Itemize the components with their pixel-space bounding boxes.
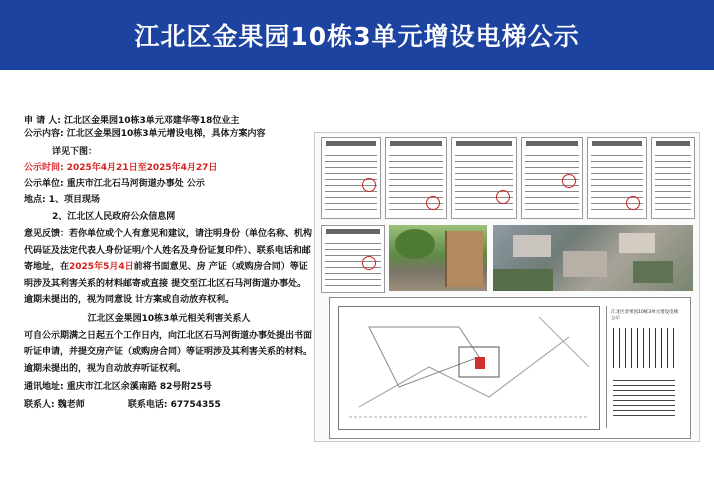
aerial-photo bbox=[493, 225, 693, 291]
details-note: 详见下图： bbox=[52, 147, 98, 157]
scanned-document bbox=[587, 137, 647, 219]
applicant-row: 申 请 人: 江北区金果园10栋3单元邓建华等18位业主 bbox=[24, 116, 240, 126]
period: 2025年4月21日至2025年4月27日 bbox=[66, 163, 218, 173]
contact-row: 联系人: 魏老师 联系电话: 67754355 bbox=[24, 400, 221, 410]
notice-text bbox=[24, 115, 314, 412]
unit-row: 公示单位: 重庆市江北石马河街道办事处 公示 bbox=[24, 179, 205, 189]
content: 江北区金果园10栋3单元增设电梯，具体方案内容 bbox=[66, 129, 266, 139]
site-photo bbox=[389, 225, 487, 291]
contact: 魏老师 bbox=[57, 400, 85, 410]
scanned-document bbox=[451, 137, 517, 219]
phone: 67754355 bbox=[170, 400, 221, 410]
party-paragraph: 可自公示期满之日起五个工作日内，向江北区石马河街道办事处提出书面听证申请，并提交房产证（或购房合同）等证明涉及其利害关系的材料。逾期未提出的，视为自动放弃听证权利。 bbox=[24, 330, 313, 374]
site-plan-drawing bbox=[329, 297, 691, 439]
period-row: 公示时间: 2025年4月21日至2025年4月27日 bbox=[24, 163, 218, 173]
plan-title: 江北区金果园10栋3单元增设电梯公示 bbox=[611, 310, 679, 321]
scanned-document bbox=[321, 225, 385, 293]
place-2: 2、江北区人民政府公众信息网 bbox=[52, 212, 176, 222]
feedback-deadline: 2025年5月4日 bbox=[69, 262, 134, 272]
address: 重庆市江北区余溪南路 82号附25号 bbox=[66, 382, 212, 392]
scanned-document bbox=[651, 137, 695, 219]
attachment-panel bbox=[314, 132, 700, 442]
address-row: 通讯地址: 重庆市江北区余溪南路 82号附25号 bbox=[24, 382, 212, 392]
scanned-document bbox=[385, 137, 447, 219]
place-1: 1、项目现场 bbox=[48, 195, 101, 205]
content-row: 公示内容: 江北区金果园10栋3单元增设电梯，具体方案内容 bbox=[24, 129, 266, 139]
place-row: 地点: 1、项目现场 bbox=[24, 195, 101, 205]
scanned-document bbox=[321, 137, 381, 219]
unit: 重庆市江北石马河街道办事处 公示 bbox=[66, 179, 205, 189]
feedback-paragraph: 意见反馈：若你单位或个人有意见和建议，请注明身份（单位名称、机构代码证及法定代表人身份证明/个人姓名及身份证复印件）、联系电话和邮寄地址，在2025年5月4日前将书面意见、房 产证（或购房合同）等证明涉及其利害关系的材料邮寄或直接 提交至江北区石马河街道办事处。逾期未提出的，视为同意设 计方案或自动放弃权利。 bbox=[24, 229, 313, 305]
page-title: 江北区金果园10栋3单元增设电梯公示 bbox=[134, 22, 580, 51]
applicant: 江北区金果园10栋3单元邓建华等18位业主 bbox=[64, 116, 240, 126]
title-banner bbox=[0, 0, 714, 70]
scanned-document bbox=[521, 137, 583, 219]
party-heading: 江北区金果园10栋3单元相关利害关系人 bbox=[87, 313, 251, 324]
